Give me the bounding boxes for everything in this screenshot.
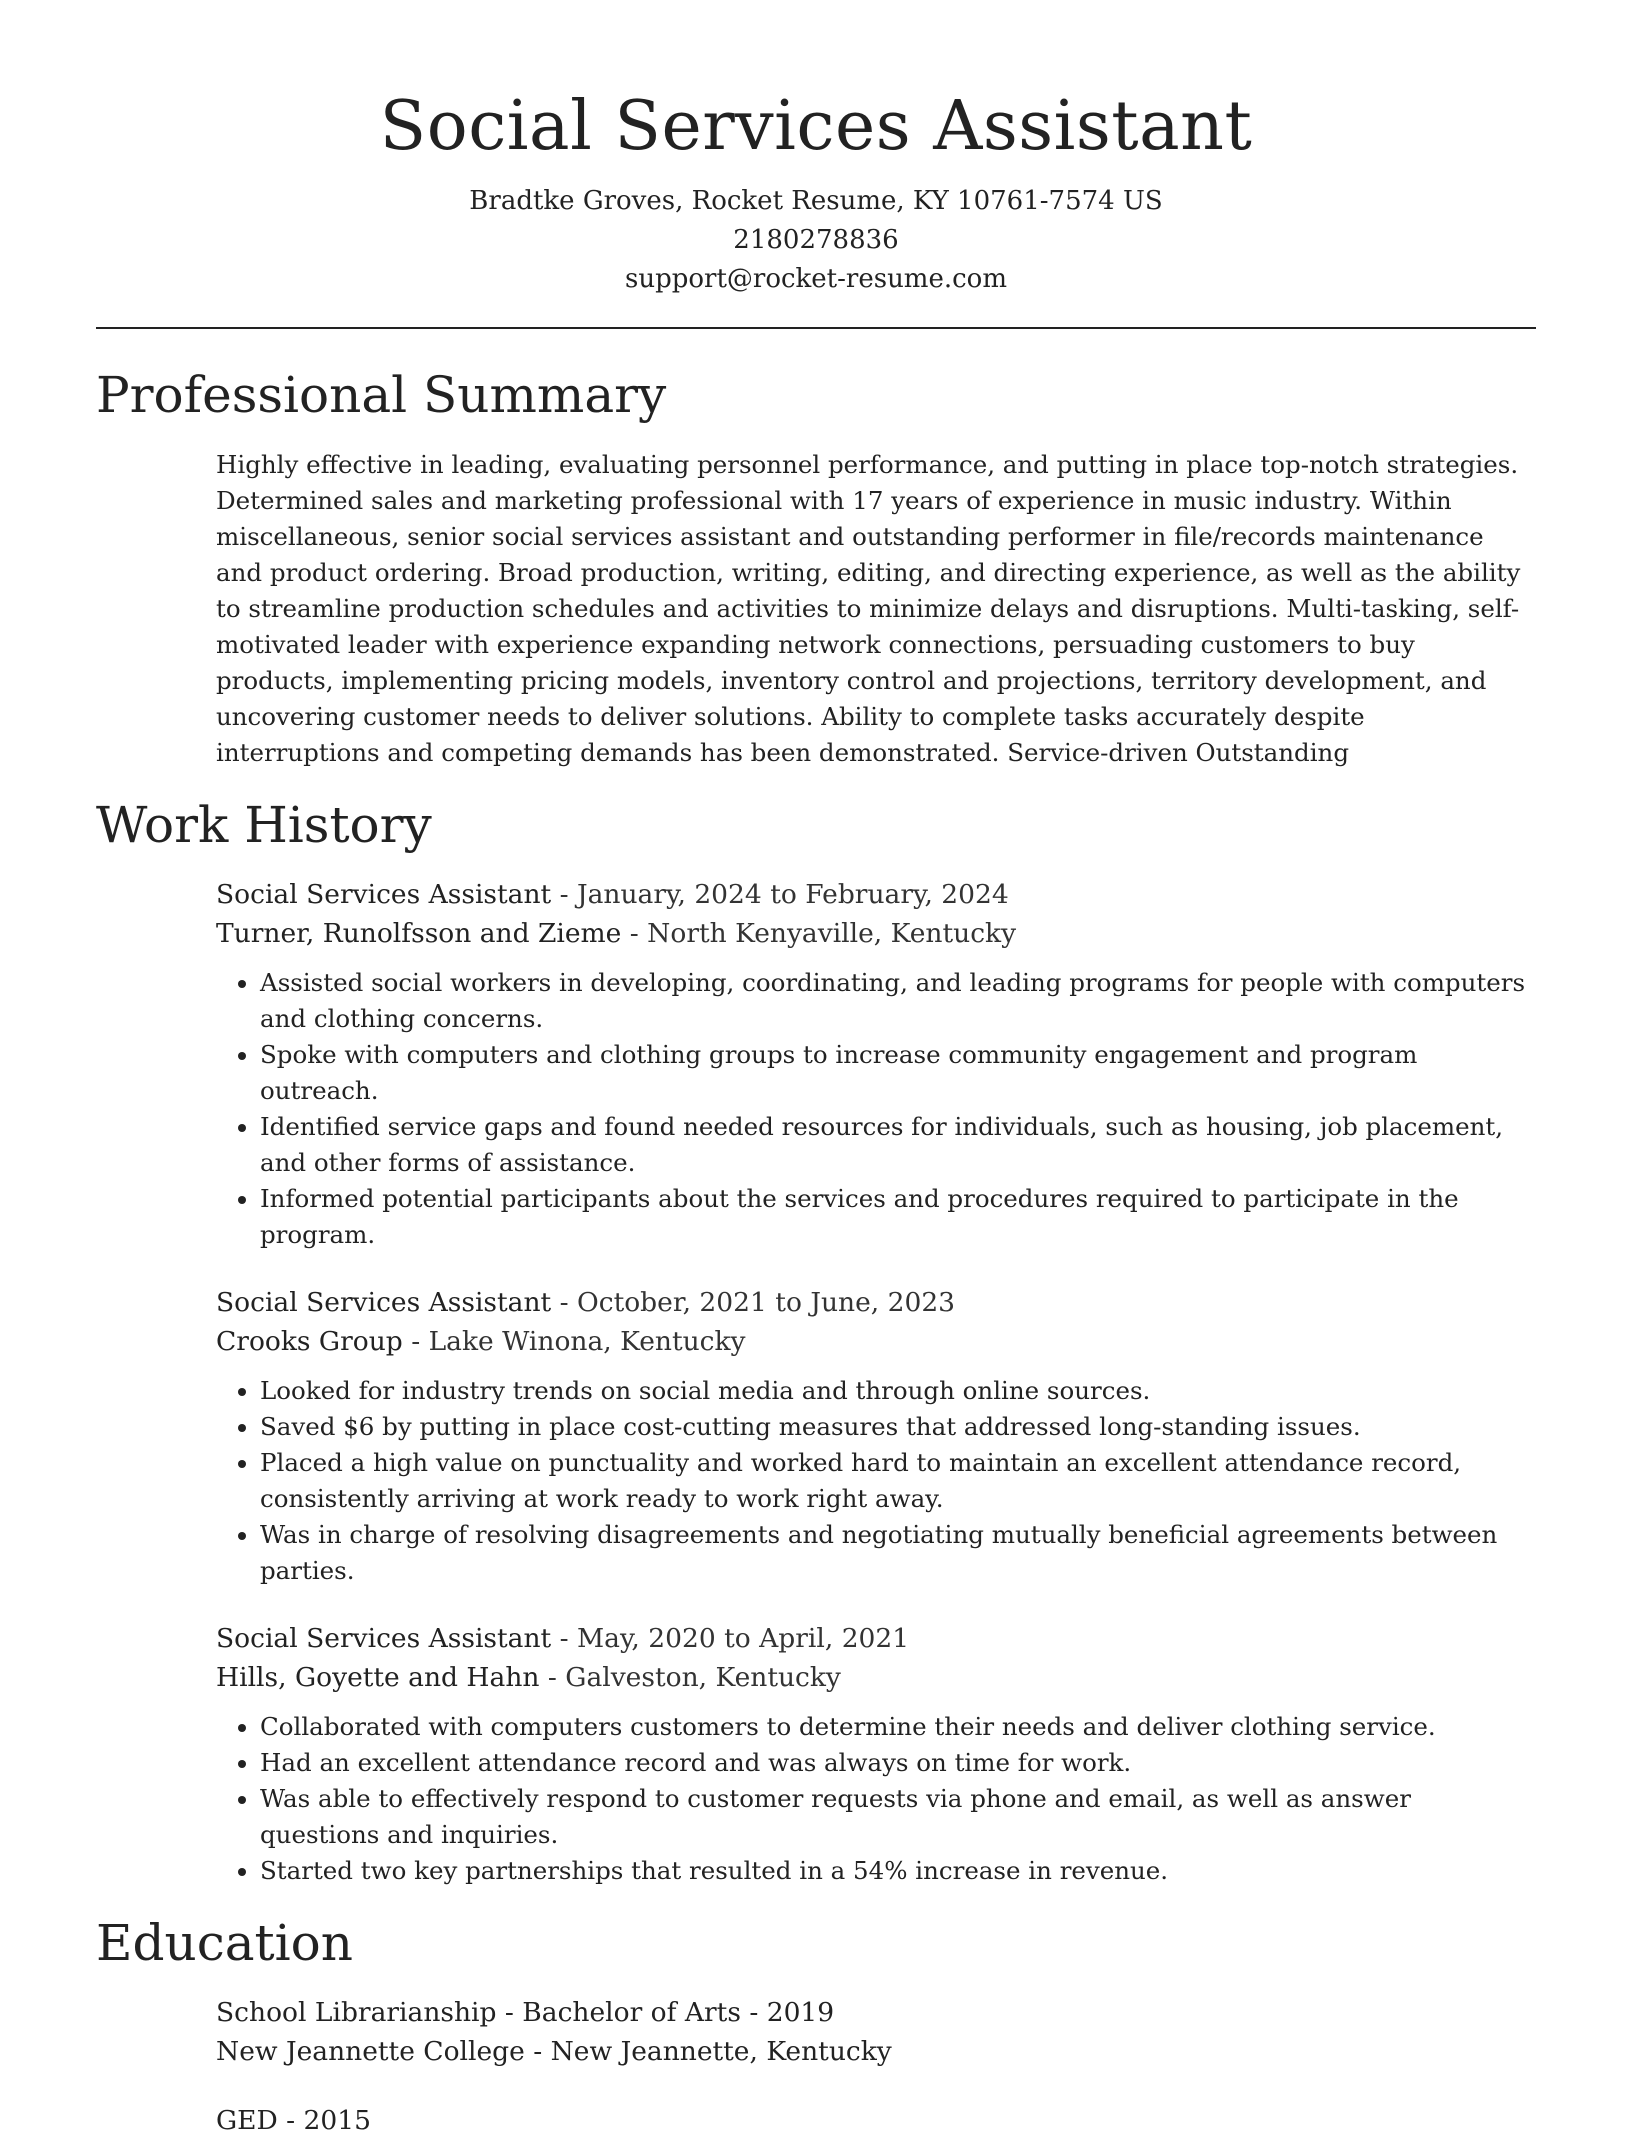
job-company-line [216, 914, 1536, 953]
job-company-line [216, 1658, 1536, 1697]
job-role: Social Services Assistant [216, 879, 552, 910]
job-bullet: • Identified service gaps and found needed resources for individuals, such as housing, job placement, and other forms of assistance. [260, 1109, 1536, 1181]
job-title-line [216, 1283, 1536, 1322]
work-history-section [96, 795, 1536, 1889]
contact-info [96, 182, 1536, 299]
job-bullet: • Started two key partnerships that resulted in a 54% increase in revenue. [260, 1853, 1536, 1889]
education-entry [216, 2101, 1536, 2140]
job-title-line [216, 875, 1536, 914]
job-location: - North Kenyaville, Kentucky [621, 918, 1017, 949]
job-dates: - October, 2021 to June, 2023 [551, 1287, 956, 1318]
resume-header [96, 0, 1536, 329]
job-location: - Galveston, Kentucky [539, 1662, 841, 1693]
job-bullet: • Assisted social workers in developing, coordinating, and leading programs for people with computers and clothing concerns. [260, 965, 1536, 1037]
job-bullet: • Placed a high value on punctuality and worked hard to maintain an excellent attendance record, consistently arriving at work ready to work right away. [260, 1445, 1536, 1517]
job-bullets [216, 1373, 1536, 1589]
job-role: Social Services Assistant [216, 1287, 552, 1318]
address: Bradtke Groves, Rocket Resume, KY 10761-7574 US [469, 186, 1163, 216]
job-dates: - January, 2024 to February, 2024 [551, 879, 1009, 910]
education-degree: GED - 2015 [216, 2105, 372, 2136]
education-section [96, 1913, 1536, 2140]
job-bullets [216, 965, 1536, 1253]
job-entry [216, 875, 1536, 1253]
job-company: Crooks Group [216, 1326, 403, 1357]
job-bullet: • Had an excellent attendance record and was always on time for work. [260, 1745, 1536, 1781]
summary-text: Highly effective in leading, evaluating personnel performance, and putting in place top-notch strategies. Determined sales and marketing professional with 17 years of experience in music industry. Within miscellaneous, senior social services assistant and outstanding performer in file/records maintenance and product ordering. Broad production, writing, editing, and directing experience, as well as the ability to streamline production schedules and activities to minimize delays and disruptions. Multi-tasking, self-motivated leader with experience expanding network connections, persuading customers to buy products, implementing pricing models, inventory control and projections, territory development, and uncovering customer needs to deliver solutions. Ability to complete tasks accurately despite interruptions and competing demands has been demonstrated. Service-driven Outstanding [216, 450, 1521, 767]
education-school: New Jeannette College - New Jeannette, Kentucky [216, 2036, 892, 2067]
job-title-line [216, 1619, 1536, 1658]
section-title-summary: Professional Summary [96, 366, 667, 424]
resume-title: Social Services Assistant [379, 87, 1253, 166]
job-entry [216, 1619, 1536, 1889]
education-degree: School Librarianship - Bachelor of Arts - 2019 [216, 1997, 835, 2028]
job-location: - Lake Winona, Kentucky [402, 1326, 746, 1357]
job-bullet: • Informed potential participants about the services and procedures required to participate in the program. [260, 1181, 1536, 1253]
job-bullet: • Spoke with computers and clothing groups to increase community engagement and program outreach. [260, 1037, 1536, 1109]
work-history-list [96, 875, 1536, 1889]
job-role: Social Services Assistant [216, 1623, 552, 1654]
section-title-work: Work History [96, 796, 432, 854]
job-bullet: • Was able to effectively respond to customer requests via phone and email, as well as answer questions and inquiries. [260, 1781, 1536, 1853]
job-bullet: • Saved $6 by putting in place cost-cutting measures that addressed long-standing issues. [260, 1409, 1536, 1445]
job-dates: - May, 2020 to April, 2021 [551, 1623, 910, 1654]
job-bullet: • Was in charge of resolving disagreements and negotiating mutually beneficial agreements between parties. [260, 1517, 1536, 1589]
job-bullet: • Collaborated with computers customers to determine their needs and deliver clothing service. [260, 1709, 1536, 1745]
section-title-education: Education [96, 1914, 353, 1972]
job-company-line [216, 1322, 1536, 1361]
job-company: Turner, Runolfsson and Zieme [216, 918, 622, 949]
email: support@rocket-resume.com [624, 264, 1007, 294]
job-entry [216, 1283, 1536, 1589]
job-company: Hills, Goyette and Hahn [216, 1662, 540, 1693]
header-divider [96, 327, 1536, 329]
job-bullets [216, 1709, 1536, 1889]
phone: 2180278836 [733, 225, 899, 255]
job-bullet: • Looked for industry trends on social media and through online sources. [260, 1373, 1536, 1409]
education-entry [216, 1993, 1536, 2071]
professional-summary-section [96, 365, 1536, 771]
education-list [96, 1993, 1536, 2140]
